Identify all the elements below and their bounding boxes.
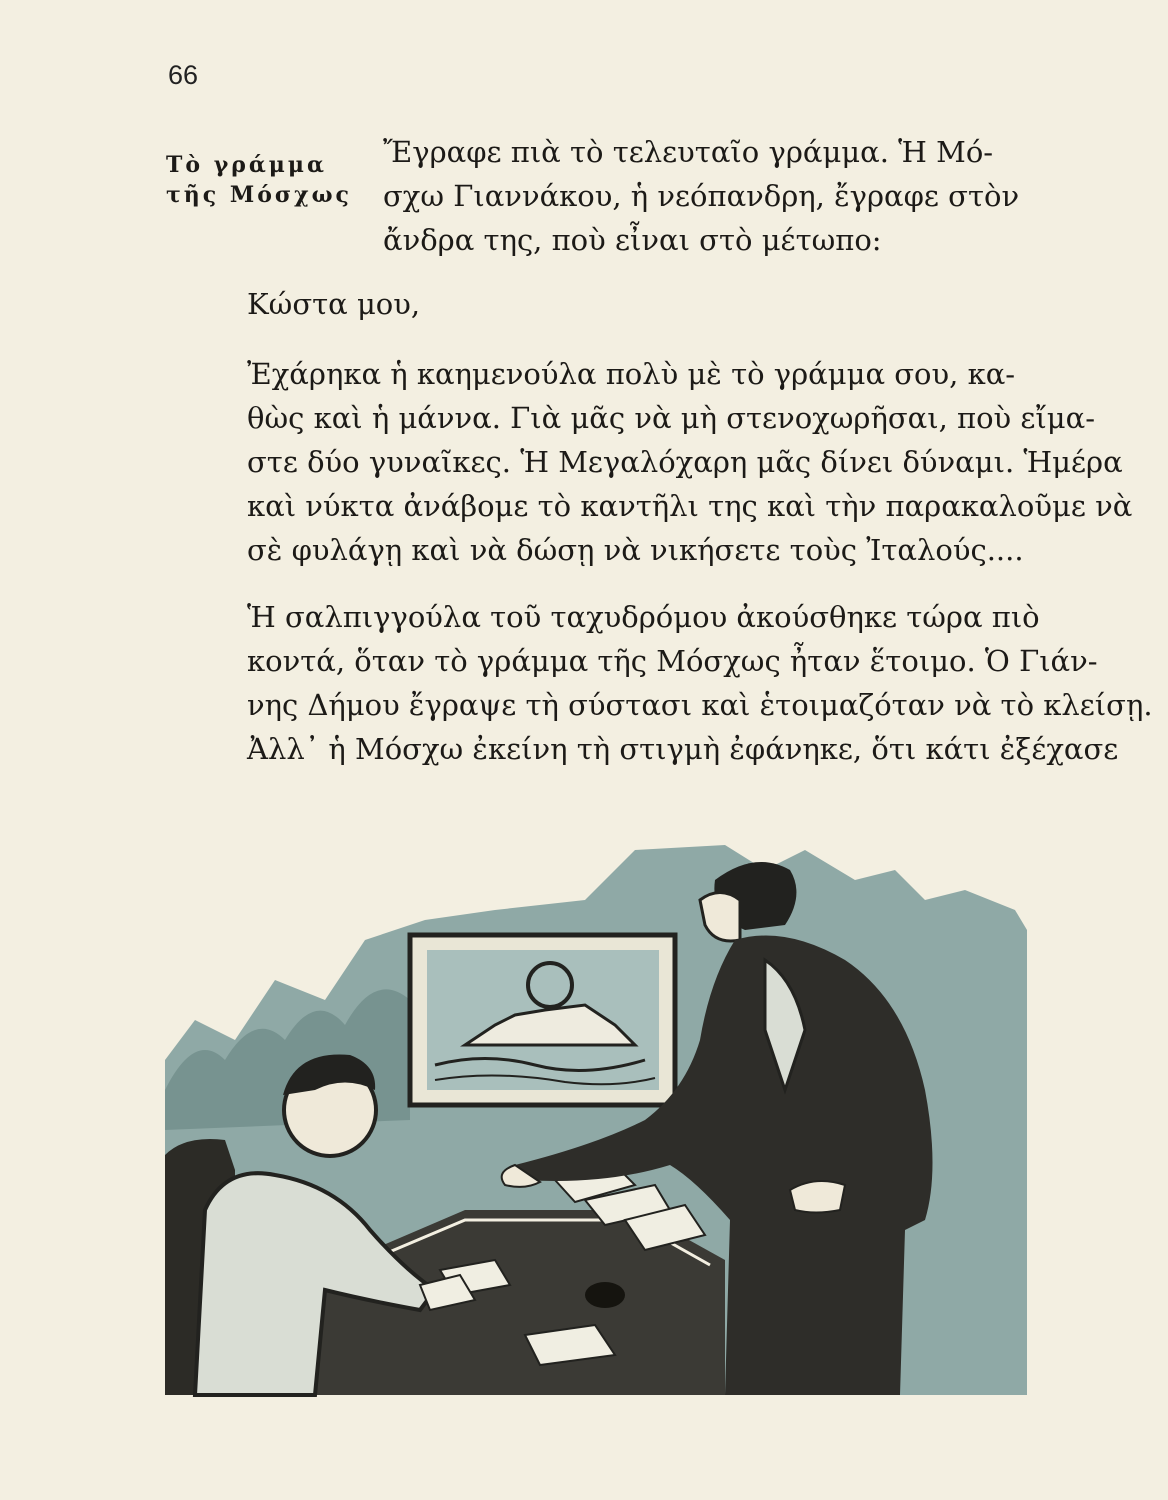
intro-paragraph <box>383 130 1025 262</box>
page-number: 66 <box>168 60 199 90</box>
text-line: Ἐχάρηκα ἡ καημενούλα πολὺ μὲ τὸ γράμμα σου, κα- <box>247 357 1016 391</box>
illustration-mother-and-boy-writing-letter <box>165 790 1030 1400</box>
narrative-paragraph <box>247 595 1153 771</box>
margin-heading-line: Τὸ γράμμα <box>166 152 327 178</box>
text-line: Ἡ σαλπιγγούλα τοῦ ταχυδρόμου ἀκούσθηκε τώρα πιὸ <box>247 600 1040 634</box>
text-line: θὼς καὶ ἡ μάννα. Γιὰ μᾶς νὰ μὴ στενοχωρῆσαι, ποὺ εἴμα- <box>247 401 1095 435</box>
text-line: Ἀλλ᾽ ἡ Μόσχω ἐκείνη τὴ στιγμὴ ἐφάνηκε, ὅτι κάτι ἐξέχασε <box>247 732 1119 766</box>
letter-salutation: Κώστα μου, <box>247 287 421 321</box>
text-line: νης Δήμου ἔγραψε τὴ σύστασι καὶ ἑτοιμαζόταν νὰ τὸ κλείσῃ. <box>247 688 1153 722</box>
inkwell <box>585 1282 625 1308</box>
text-line: σὲ φυλάγῃ καὶ νὰ δώσῃ νὰ νικήσετε τοὺς Ἰταλούς.... <box>247 533 1024 567</box>
text-line: στε δύο γυναῖκες. Ἡ Μεγαλόχαρη μᾶς δίνει δύναμι. Ἡμέρα <box>247 445 1123 479</box>
margin-heading-line: τῆς Μόσχως <box>166 182 352 208</box>
text-line: Ἔγραφε πιὰ τὸ τελευταῖο γράμμα. Ἡ Μό- <box>383 135 994 169</box>
text-line: καὶ νύκτα ἀνάβομε τὸ καντῆλι της καὶ τὴν παρακαλοῦμε νὰ <box>247 489 1133 523</box>
margin-heading <box>166 150 352 210</box>
text-line: ἄνδρα της, ποὺ εἶναι στὸ μέτωπο: <box>383 223 882 257</box>
letter-body <box>247 352 1133 572</box>
text-line: κοντά, ὅταν τὸ γράμμα τῆς Μόσχως ἦταν ἕτοιμο. Ὁ Γιάν- <box>247 644 1098 678</box>
text-line: σχω Γιαννάκου, ἡ νεόπανδρη, ἔγραφε στὸν <box>383 179 1020 213</box>
framed-ship-picture <box>410 935 675 1105</box>
